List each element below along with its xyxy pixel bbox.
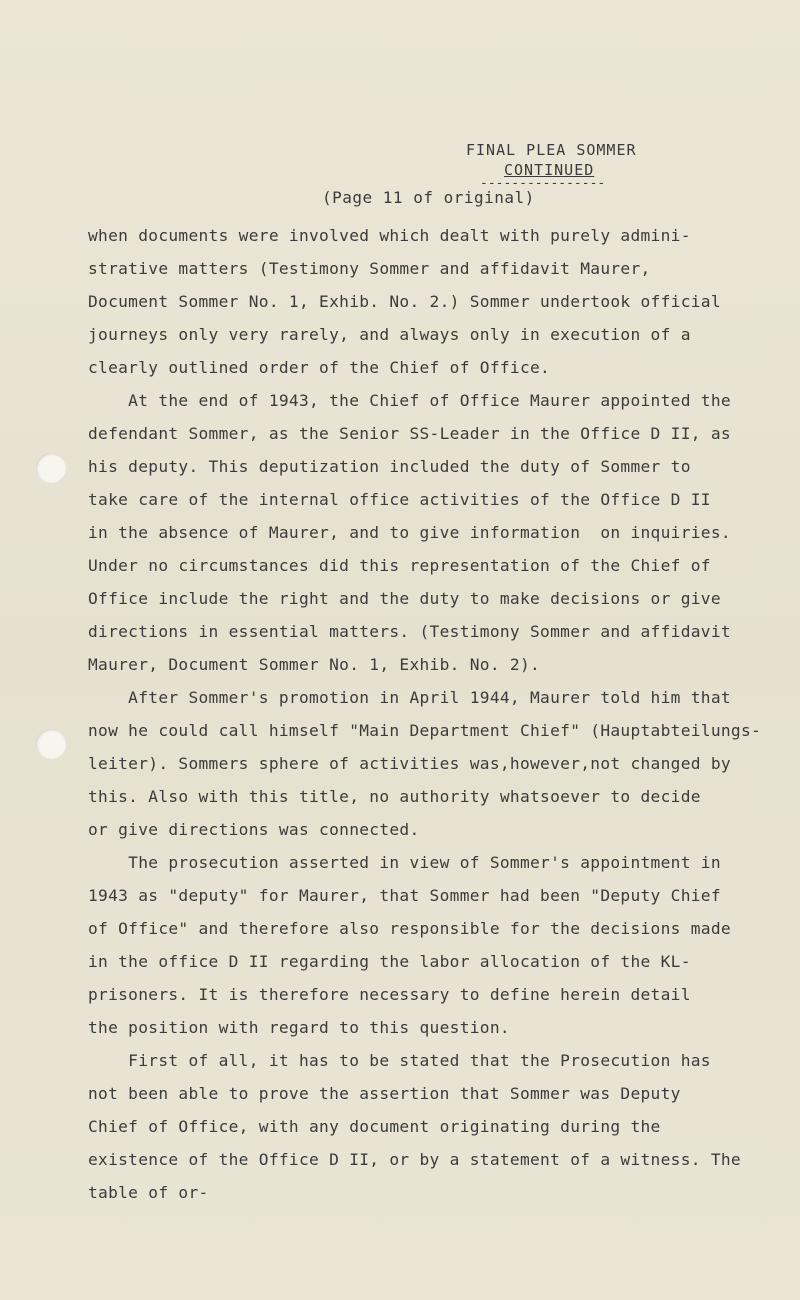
text-line: this. Also with this title, no authority whatsoever to decide bbox=[88, 787, 701, 806]
document-header bbox=[460, 140, 637, 191]
text-line: leiter). Sommers sphere of activities was,however,not changed by bbox=[88, 754, 731, 773]
text-line: 1943 as "deputy" for Maurer, that Sommer had been "Deputy Chief bbox=[88, 886, 721, 905]
header-rule: ---------------- bbox=[480, 176, 606, 191]
text-line: in the office D II regarding the labor allocation of the KL- bbox=[88, 952, 691, 971]
text-line: Maurer, Document Sommer No. 1, Exhib. No. 2). bbox=[88, 655, 541, 674]
text-line: existence of the Office D II, or by a statement of a witness. The bbox=[88, 1150, 741, 1169]
text-line: The prosecution asserted in view of Sommer's appointment in bbox=[88, 853, 721, 872]
text-line: clearly outlined order of the Chief of Office. bbox=[88, 358, 551, 377]
text-line: Under no circumstances did this representation of the Chief of bbox=[88, 556, 711, 575]
text-line: At the end of 1943, the Chief of Office Maurer appointed the bbox=[88, 391, 731, 410]
text-line: take care of the internal office activities of the Office D II bbox=[88, 490, 711, 509]
text-line: Office include the right and the duty to make decisions or give bbox=[88, 589, 721, 608]
text-line: when documents were involved which dealt with purely admini- bbox=[88, 226, 691, 245]
punch-hole bbox=[36, 729, 66, 759]
text-line: directions in essential matters. (Testimony Sommer and affidavit bbox=[88, 622, 731, 641]
text-line: Document Sommer No. 1, Exhib. No. 2.) Sommer undertook official bbox=[88, 292, 721, 311]
text-line: prisoners. It is therefore necessary to define herein detail bbox=[88, 985, 691, 1004]
text-line: journeys only very rarely, and always only in execution of a bbox=[88, 325, 691, 344]
text-line: First of all, it has to be stated that the Prosecution has bbox=[88, 1051, 711, 1070]
text-line: not been able to prove the assertion that Sommer was Deputy bbox=[88, 1084, 681, 1103]
text-line: his deputy. This deputization included the duty of Sommer to bbox=[88, 457, 691, 476]
header-subtitle: CONTINUED bbox=[504, 161, 595, 179]
text-line: now he could call himself "Main Department Chief" (Hauptabteilungs- bbox=[88, 721, 762, 740]
header-title: FINAL PLEA SOMMER bbox=[466, 141, 637, 159]
text-line: defendant Sommer, as the Senior SS-Leader in the Office D II, as bbox=[88, 424, 731, 443]
text-line: Chief of Office, with any document originating during the bbox=[88, 1117, 661, 1136]
text-line: in the absence of Maurer, and to give information on inquiries. bbox=[88, 523, 731, 542]
text-line: strative matters (Testimony Sommer and affidavit Maurer, bbox=[88, 259, 651, 278]
punch-hole bbox=[36, 453, 66, 483]
text-line: or give directions was connected. bbox=[88, 820, 420, 839]
text-line: table of or- bbox=[88, 1183, 209, 1202]
text-line: the position with regard to this question. bbox=[88, 1018, 510, 1037]
page-reference: (Page 11 of original) bbox=[322, 188, 535, 207]
text-line: of Office" and therefore also responsible for the decisions made bbox=[88, 919, 731, 938]
text-line: After Sommer's promotion in April 1944, Maurer told him that bbox=[88, 688, 731, 707]
